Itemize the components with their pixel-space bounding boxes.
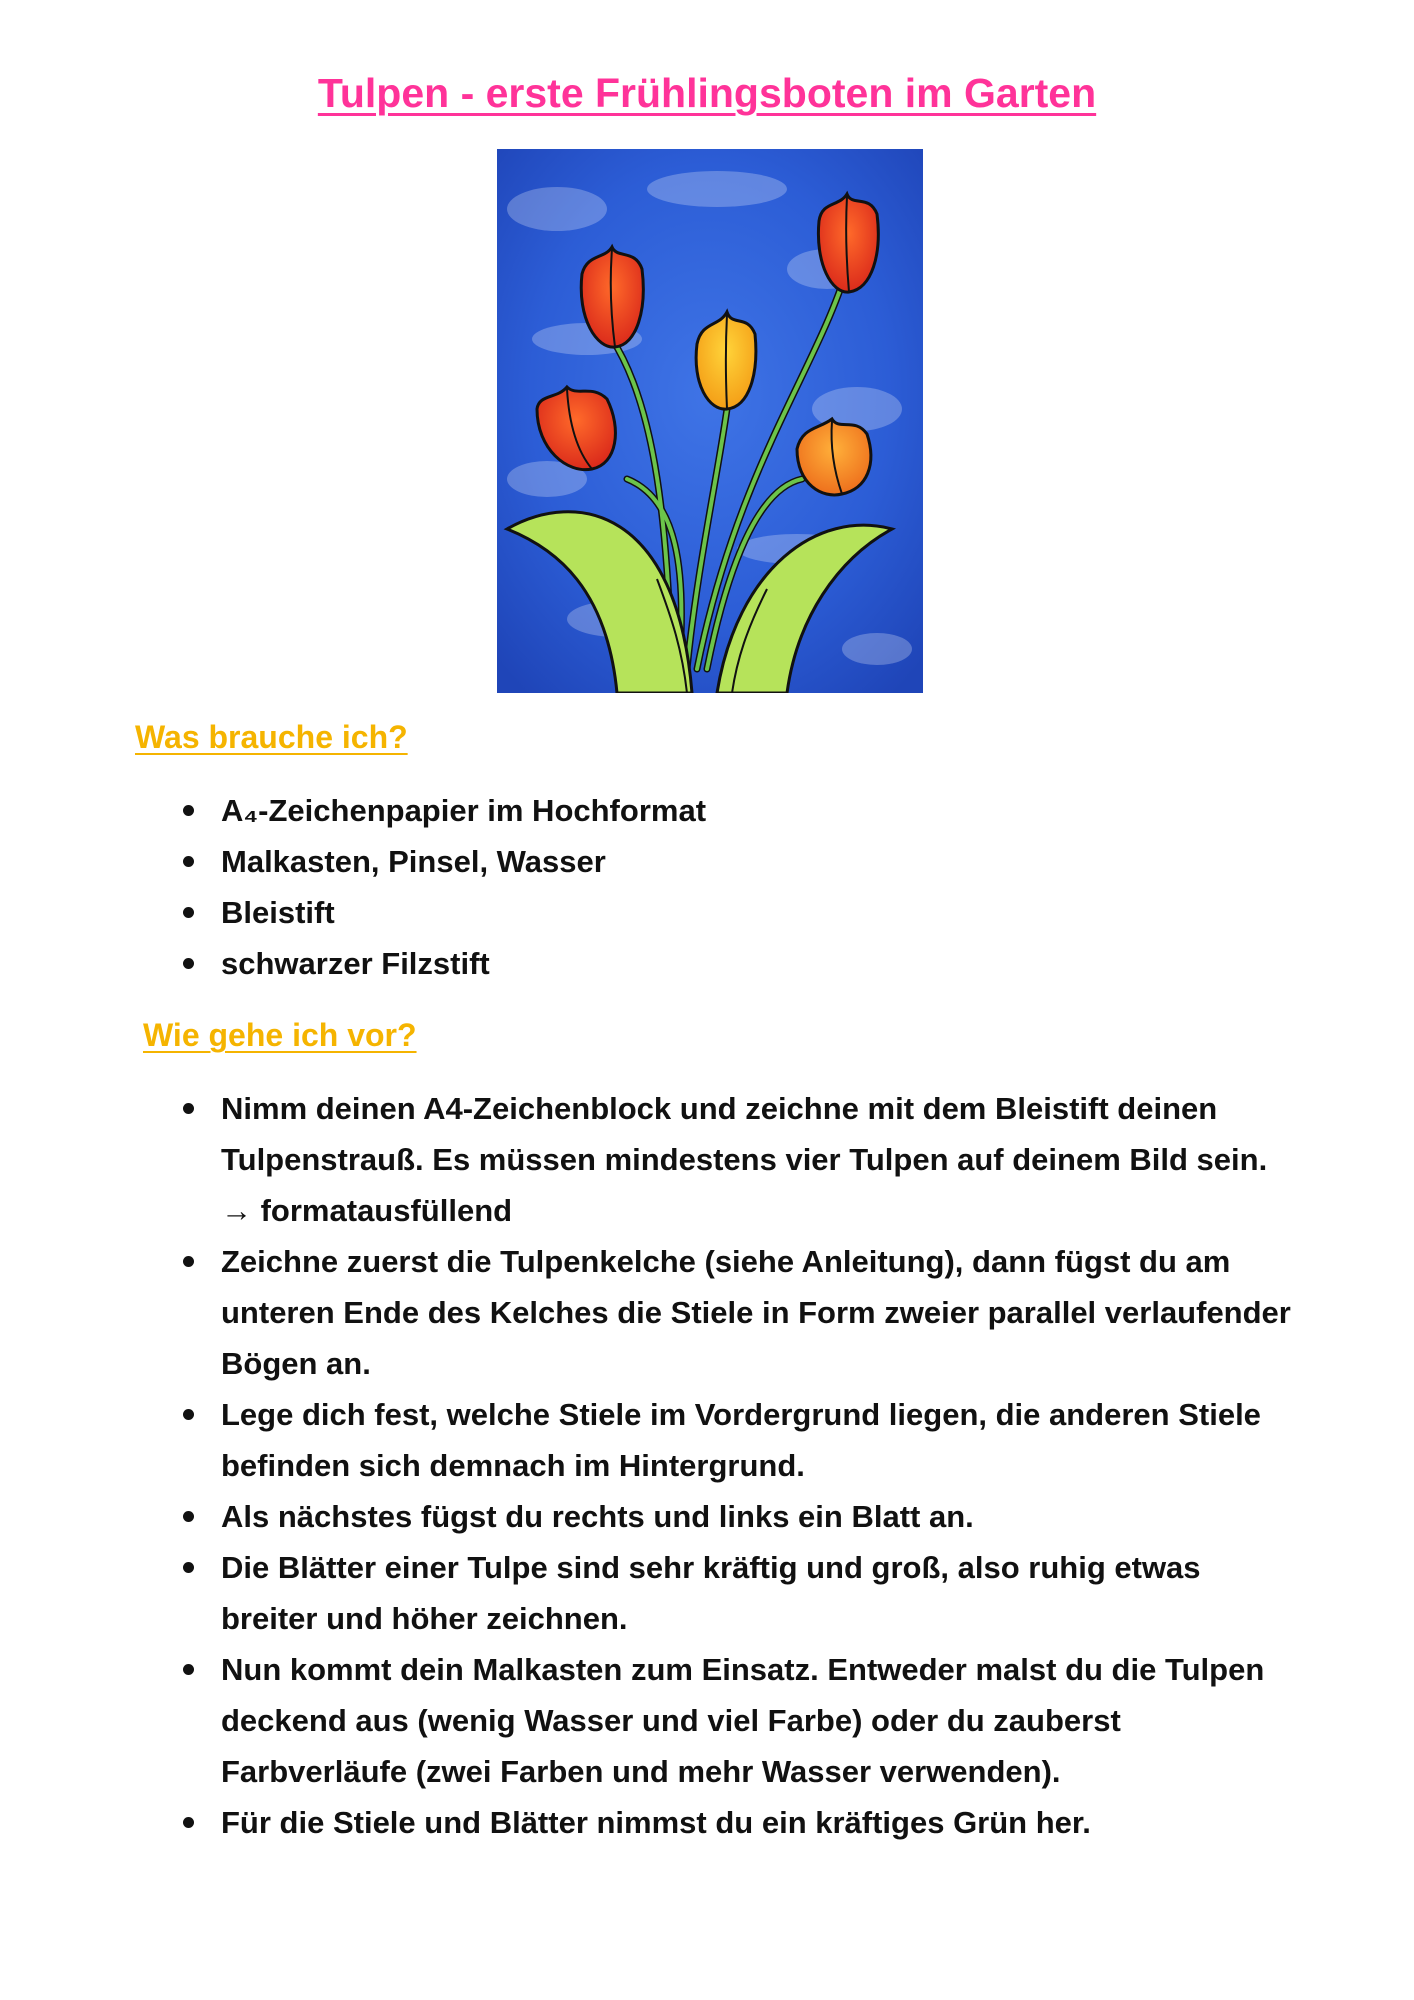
tulip-red-top-left bbox=[581, 247, 643, 347]
list-item: Nun kommt dein Malkasten zum Einsatz. Entweder malst du die Tulpen deckend aus (wenig Wasser und viel Farbe) oder du zauberst Farbverläufe (zwei Farben und mehr Wasser verwenden). bbox=[221, 1644, 1301, 1797]
tulip-orange-right bbox=[797, 419, 871, 495]
bullet-icon bbox=[183, 1103, 194, 1114]
bullet-icon bbox=[183, 1817, 194, 1828]
list-item: Lege dich fest, welche Stiele im Vordergrund liegen, die anderen Stiele befinden sich demnach im Hintergrund. bbox=[221, 1389, 1301, 1491]
tulip-red-top-right bbox=[818, 194, 878, 292]
materials-heading: Was brauche ich? bbox=[135, 719, 408, 755]
bullet-icon bbox=[183, 1256, 194, 1267]
bullet-icon bbox=[183, 958, 194, 969]
list-item: Für die Stiele und Blätter nimmst du ein kräftiges Grün her. bbox=[221, 1797, 1301, 1848]
list-item: Als nächstes fügst du rechts und links ein Blatt an. bbox=[221, 1491, 1301, 1542]
bullet-icon bbox=[183, 805, 194, 816]
bullet-icon bbox=[183, 856, 194, 867]
bullet-icon bbox=[183, 1562, 194, 1573]
list-item: A₄-Zeichenpapier im Hochformat bbox=[221, 785, 1281, 836]
list-item: Malkasten, Pinsel, Wasser bbox=[221, 836, 1281, 887]
list-item: Nimm deinen A4-Zeichenblock und zeichne mit dem Bleistift deinen Tulpenstrauß. Es müssen mindestens vier Tulpen auf deinem Bild sein. → formatausfüllend bbox=[221, 1083, 1301, 1236]
list-item: Zeichne zuerst die Tulpenkelche (siehe Anleitung), dann fügst du am unteren Ende des Kelches die Stiele in Form zweier parallel verlaufender Bögen an. bbox=[221, 1236, 1301, 1389]
steps-heading: Wie gehe ich vor? bbox=[143, 1017, 417, 1053]
list-item: schwarzer Filzstift bbox=[221, 938, 1281, 989]
tulip-painting bbox=[497, 149, 923, 693]
materials-list bbox=[221, 785, 1281, 989]
bullet-icon bbox=[183, 1664, 194, 1675]
steps-list bbox=[221, 1083, 1301, 1848]
bullet-icon bbox=[183, 1511, 194, 1522]
list-item: Bleistift bbox=[221, 887, 1281, 938]
bullet-icon bbox=[183, 1409, 194, 1420]
page-title: Tulpen - erste Frühlingsboten im Garten bbox=[317, 70, 1097, 116]
list-item: Die Blätter einer Tulpe sind sehr kräftig und groß, also ruhig etwas breiter und höher zeichnen. bbox=[221, 1542, 1301, 1644]
bullet-icon bbox=[183, 907, 194, 918]
